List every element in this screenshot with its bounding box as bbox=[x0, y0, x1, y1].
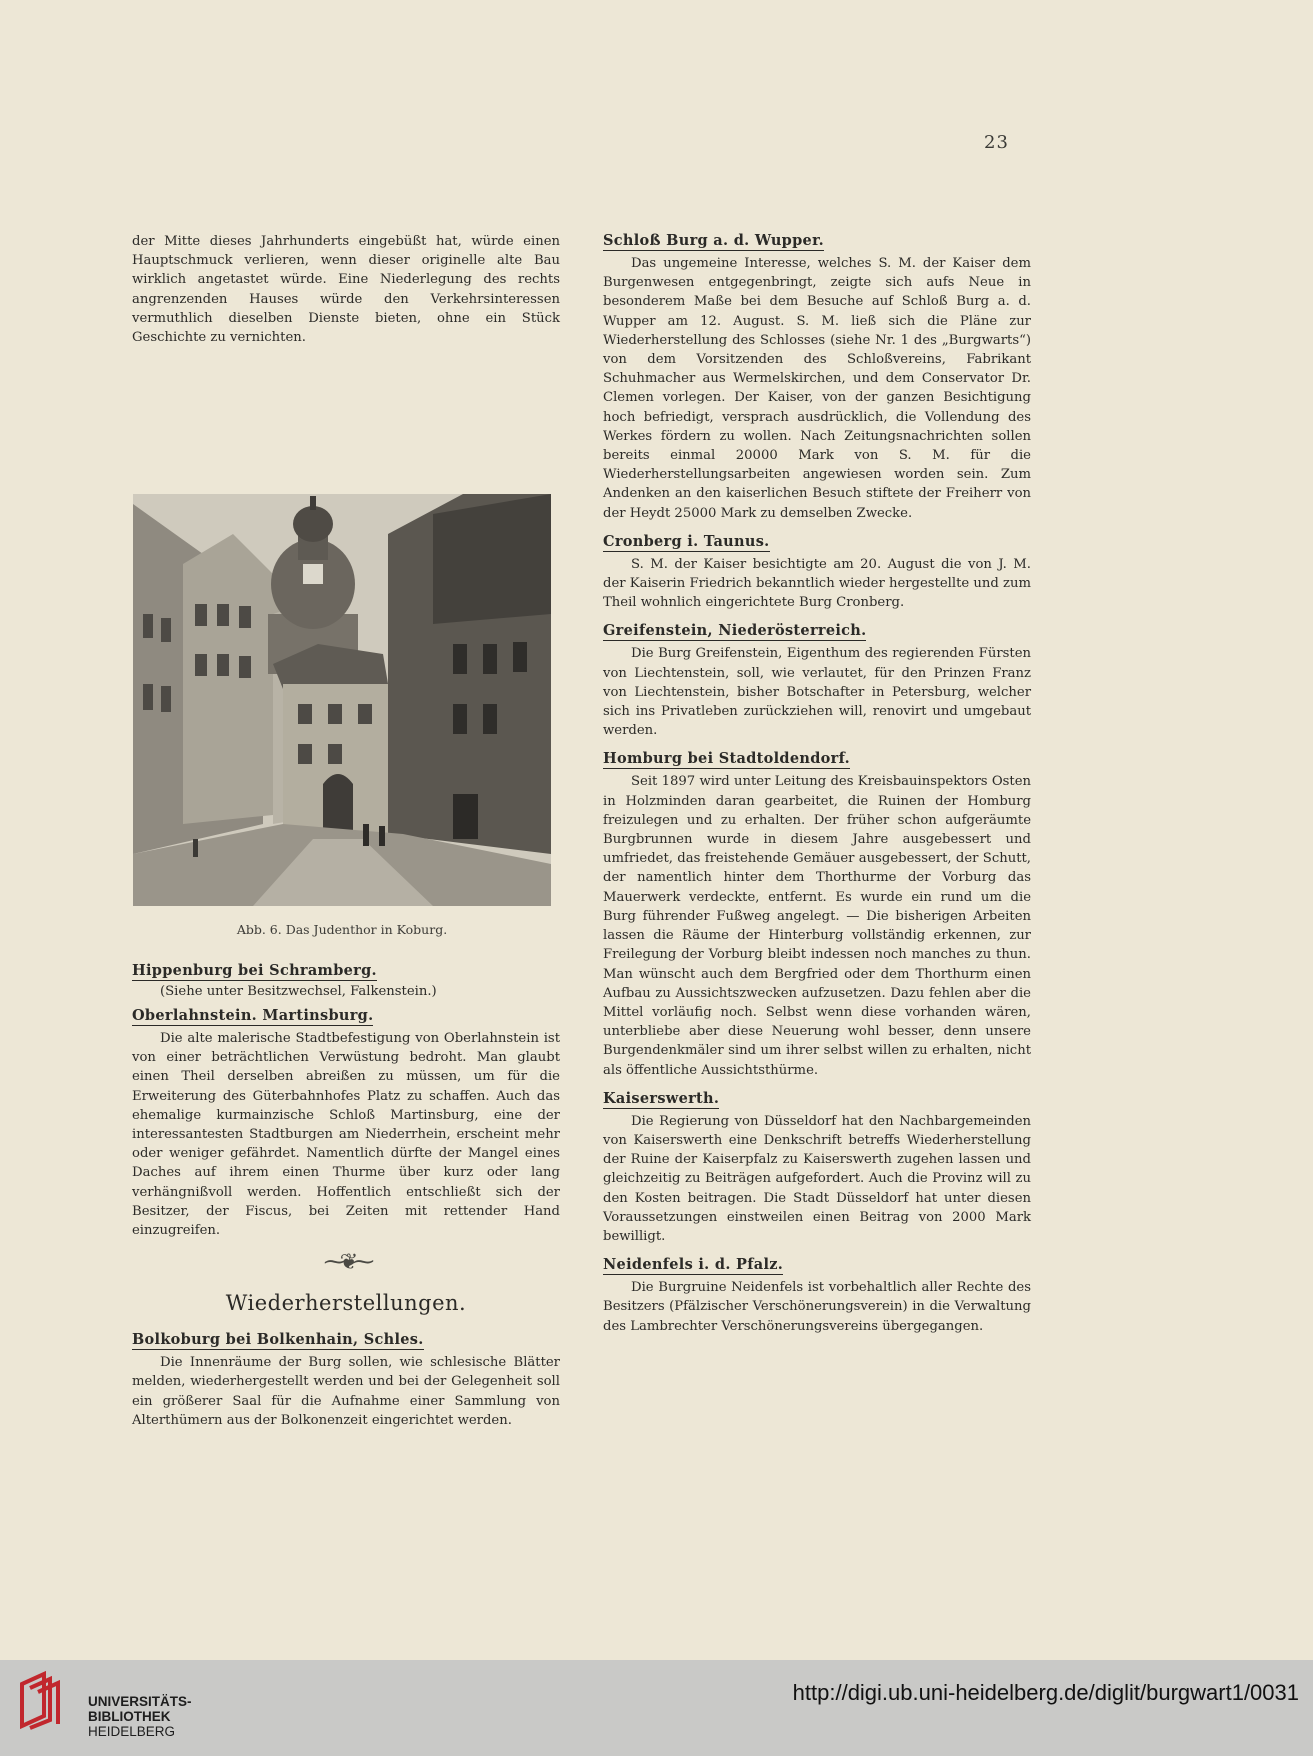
paragraph-greifenstein: Die Burg Greifenstein, Eigenthum des regierenden Fürsten von Liechtenstein, soll, wie verlautet, für den Prinzen Franz von Liechtenstein, bisher Botschafter in Petersburg, welcher sich ins Privatleben zurückziehen will, renovirt und umgebaut werden. bbox=[603, 646, 1031, 739]
footer-bar bbox=[0, 1660, 1313, 1756]
heading-cronberg: Cronberg i. Taunus. bbox=[603, 532, 770, 550]
paragraph-oberlahnstein: Die alte malerische Stadtbefestigung von Oberlahnstein ist von einer beträchtlichen Verwüstung bedroht. Man glaubt einen Theil derselben abreißen zu müssen, um für die Erweiterung des Güterbahnhofes Platz zu schaffen. Auch das ehemalige kurmainzische Schloß Martinsburg, eine der interessantesten Stadtburgen am Niederrhein, erscheint mehr oder weniger gefährdet. Namentlich dürfte der Mangel eines Daches auf ihrem einen Thurme über kurz oder lang verhängnißvoll werden. Hoffentlich entschließt sich der Besitzer, der Fiscus, bei Zeiten mit rettender Hand einzugreifen. bbox=[132, 1031, 560, 1239]
library-name bbox=[88, 1694, 192, 1739]
heading-neidenfels: Neidenfels i. d. Pfalz. bbox=[603, 1256, 784, 1274]
paragraph-homburg: Seit 1897 wird unter Leitung des Kreisbauinspektors Osten in Holzminden daran gearbeitet, die Ruinen der Homburg freizulegen und zu erhalten. Der früher schon aufgeräumte Burgbrunnen wurde in diesem Jahre ausgebessert und umfriedet, das freistehende Gemäuer ausgebessert, der Schutt, der namentlich hinter dem Thorthurme der Vorburg das Mauerwerk verdeckte, entfernt. Es wurde ein rund um die Burg führender Fußweg angelegt. — Die bisherigen Arbeiten lassen die Räume der Hinterburg vollständig erkennen, zur Freilegung der Vorburg bleibt indessen noch manches zu thun. Man wünscht auch dem Bergfried oder dem Thorthurm einen Aufbau zu Aussichtszwecken aufzusetzen. Dazu fehlen aber die Mittel vorläufig noch. Selbst wenn diese vorhanden wären, unterbliebe aber diese Neuerung wohl besser, denn unsere Burgendenkmäler sind um ihrer selbst willen zu erhalten, nicht als öffentliche Aussichtsthürme. bbox=[603, 774, 1031, 1078]
figure-judenthor-photo bbox=[133, 494, 551, 906]
paragraph-bolkoburg: Die Innenräume der Burg sollen, wie schlesische Blätter melden, wiederhergestellt werden und bei der Gelegenheit soll ein größerer Saal für die Aufnahme einer Sammlung von Alterthümern aus der Bolkonenzeit eingerichtet werden. bbox=[132, 1355, 560, 1428]
heading-homburg: Homburg bei Stadtoldendorf. bbox=[603, 750, 850, 768]
source-url-link[interactable]: http://digi.ub.uni-heidelberg.de/diglit/burgwart1/0031 bbox=[792, 1680, 1299, 1705]
left-column bbox=[132, 232, 560, 347]
heading-schloss-burg: Schloß Burg a. d. Wupper. bbox=[603, 232, 825, 249]
paragraph-cronberg: S. M. der Kaiser besichtigte am 20. August die von J. M. der Kaiserin Friedrich bekanntlich wieder hergestellte und zum Theil wohnlich eingerichtete Burg Cronberg. bbox=[603, 556, 1031, 611]
section-title-wiederherstellungen: Wiederherstellungen. bbox=[225, 1291, 467, 1316]
ornament-divider: ⁓❦⁓ bbox=[323, 1250, 369, 1276]
heading-bolkoburg: Bolkoburg bei Bolkenhain, Schles. bbox=[132, 1331, 424, 1349]
library-name-line3: HEIDELBERG bbox=[88, 1724, 176, 1739]
note-hippenburg: (Siehe unter Besitzwechsel, Falkenstein.) bbox=[160, 984, 437, 999]
heading-kaiserswerth: Kaiserswerth. bbox=[603, 1089, 720, 1107]
tower-street-illustration bbox=[133, 494, 551, 906]
heading-oberlahnstein: Oberlahnstein. Martinsburg. bbox=[132, 1007, 374, 1024]
intro-paragraph: der Mitte dieses Jahrhunderts eingebüßt hat, würde einen Hauptschmuck verlieren, wenn dieser originelle alte Bau wirklich angetastet würde. Eine Niederlegung des rechts angrenzenden Hauses würde den Verkehrsinteressen vermuthlich dieselben Dienste bieten, ohne ein Stück Geschichte zu vernichten. bbox=[132, 234, 560, 346]
left-column-lower bbox=[132, 960, 560, 1430]
library-name-line2: BIBLIOTHEK bbox=[88, 1709, 171, 1724]
paragraph-neidenfels: Die Burgruine Neidenfels ist vorbehaltlich aller Rechte des Besitzers (Pfälzischer Verschönerungsverein) in die Verwaltung des Lambrechter Verschönerungsvereins übergegangen. bbox=[603, 1280, 1031, 1334]
right-column bbox=[603, 230, 1031, 1336]
heading-hippenburg: Hippenburg bei Schramberg. bbox=[132, 962, 377, 979]
library-logo[interactable] bbox=[14, 1670, 192, 1740]
figure-caption: Abb. 6. Das Judenthor in Koburg. bbox=[236, 922, 448, 937]
library-name-line1: UNIVERSITÄTS- bbox=[88, 1694, 192, 1709]
paragraph-kaiserswerth: Die Regierung von Düsseldorf hat den Nachbargemeinden von Kaiserswerth eine Denkschrift betreffs Wiederherstellung der Ruine der Kaiserpfalz zu Kaiserswerth zugehen lassen und gleichzeitig zu Beiträgen aufgefordert. Auch die Provinz will zu den Kosten beitragen. Die Stadt Düsseldorf hat unter diesen Voraussetzungen einstweilen einen Beitrag von 2000 Mark bewilligt. bbox=[603, 1113, 1031, 1244]
page-number: 23 bbox=[984, 132, 1009, 153]
heading-greifenstein: Greifenstein, Niederösterreich. bbox=[603, 622, 867, 640]
library-logo-icon bbox=[14, 1670, 70, 1730]
paragraph-schloss-burg: Das ungemeine Interesse, welches S. M. der Kaiser dem Burgenwesen entgegenbringt, zeigte sich aufs Neue in besonderem Maße bei dem Besuche auf Schloß Burg a. d. Wupper am 12. August. S. M. ließ sich die Pläne zur Wiederherstellung des Schlosses (siehe Nr. 1 des „Burgwarts“) von dem Vorsitzenden des Schloßvereins, Fabrikant Schuhmacher aus Wermelskirchen, und dem Conservator Dr. Clemen vorlegen. Der Kaiser, von der ganzen Besichtigung hoch befriedigt, versprach ausdrücklich, die Vollendung des Werkes fördern zu wollen. Nach Zeitungsnachrichten sollen bereits einmal 20000 Mark von S. M. für die Wiederherstellungsarbeiten angewiesen worden sein. Zum Andenken an den kaiserlichen Besuch stiftete der Freiherr von der Heydt 25000 Mark zu demselben Zwecke. bbox=[603, 256, 1031, 521]
